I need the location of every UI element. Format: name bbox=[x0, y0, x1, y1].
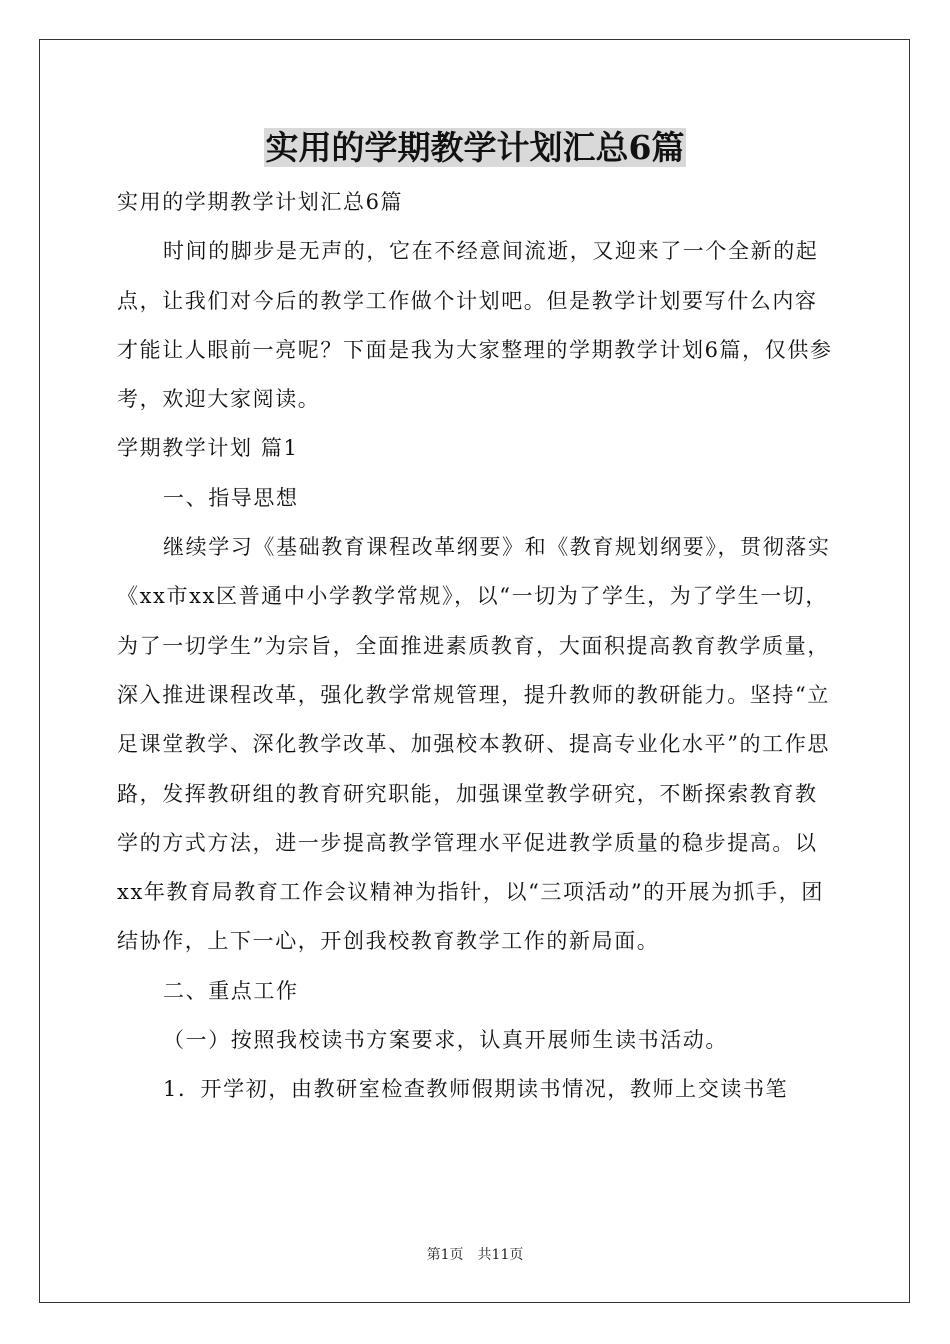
heading-guiding-ideology: 一、指导思想 bbox=[163, 485, 299, 510]
section-heading-plan-1: 学期教学计划 篇1 bbox=[117, 436, 299, 461]
paragraph-guiding-ideology: 继续学习《基础教育课程改革纲要》和《教育规划纲要》，贯彻落实《xx市xx区普通中小学教学常规》，以“一切为了学生，为了学生一切，为了一切学生”为宗旨，全面推进素质教育，大面积提高教育教学质量，深入推进课程改革，强化教学常规管理，提升教师的教研能力。坚持“立足课堂教学、深化教学改革、加强校本教研、提高专业化水平”的工作思路，发挥教研组的教育研究职能，加强课堂教学研究，不断探索教育教学的方式方法，进一步提高教学管理水平促进教学质量的稳步提高。以xx年教育局教育工作会议精神为指针，以“三项活动”的开展为抓手，团结协作，上下一心，开创我校教育教学工作的新局面。 bbox=[117, 535, 831, 954]
page-footer: 第1页 共11页 bbox=[426, 1247, 524, 1263]
list-item-1: 1．开学初，由教研室检查教师假期读书情况，教师上交读书笔 bbox=[163, 1077, 789, 1102]
document-title-text: 实用的学期教学计划汇总6篇 bbox=[265, 128, 685, 167]
heading-key-work: 二、重点工作 bbox=[163, 978, 299, 1003]
document-title bbox=[0, 126, 950, 170]
document-body bbox=[117, 178, 839, 1115]
subheading-reading-activity: （一）按照我校读书方案要求，认真开展师生读书活动。 bbox=[163, 1028, 728, 1053]
paragraph-subtitle: 实用的学期教学计划汇总6篇 bbox=[117, 190, 404, 214]
paragraph-intro: 时间的脚步是无声的，它在不经意间流逝，又迎来了一个全新的起点，让我们对今后的教学工作做个计划吧。但是教学计划要写什么内容才能让人眼前一亮呢？下面是我为大家整理的学期教学计划6篇，仅供参考，欢迎大家阅读。 bbox=[117, 239, 833, 412]
